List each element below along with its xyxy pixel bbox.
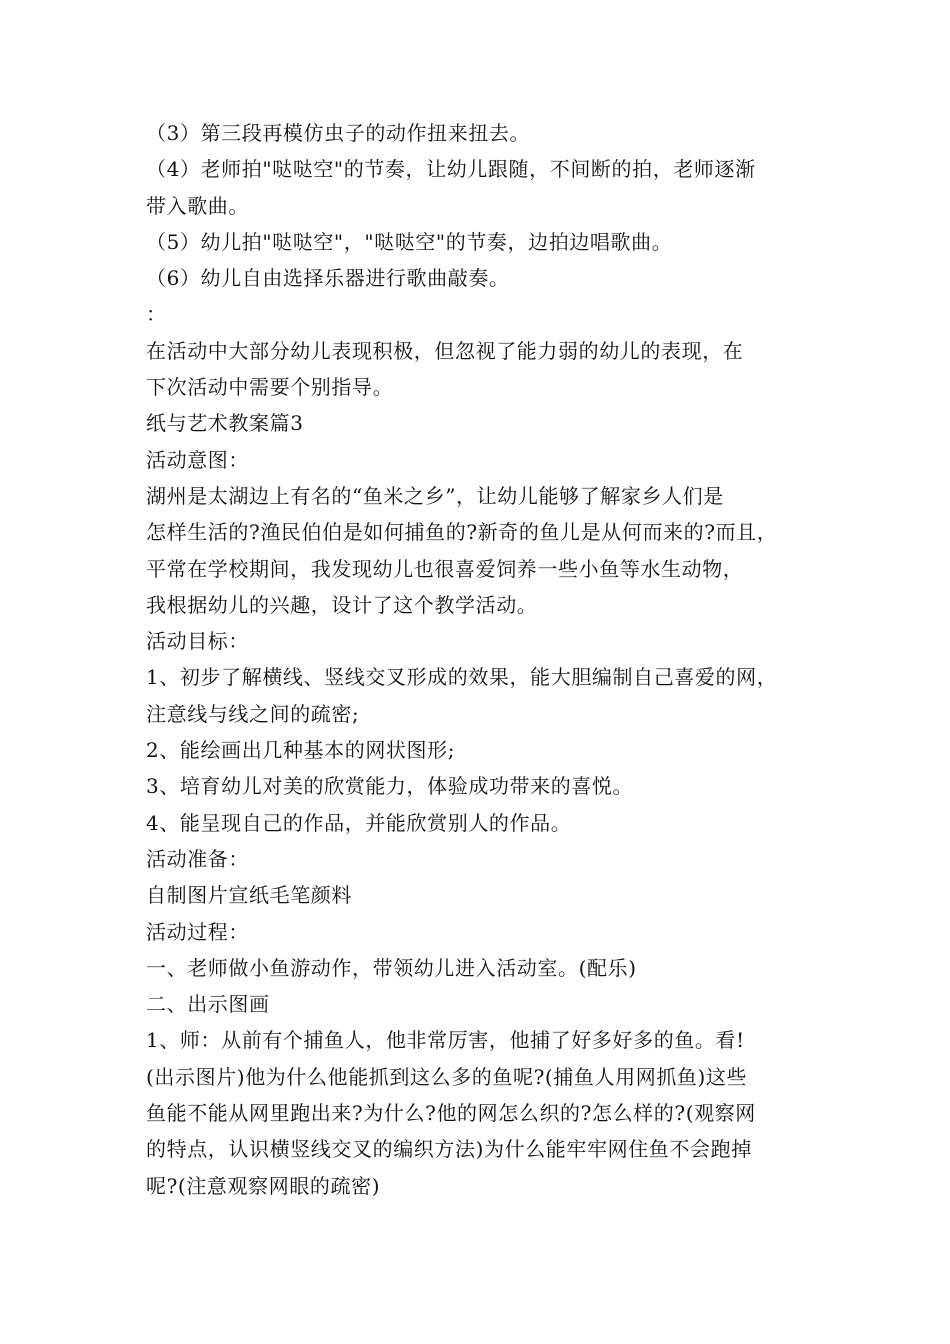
text-line: 鱼能不能从网里跑出来?为什么?他的网怎么织的?怎么样的?(观察网	[146, 1101, 756, 1126]
text-line: 下次活动中需要个别指导。	[146, 375, 394, 400]
text-line: （3）第三段再模仿虫子的动作扭来扭去。	[146, 121, 531, 145]
list-item: 二、出示图画	[146, 992, 270, 1017]
text-line: 注意线与线之间的疏密;	[146, 701, 360, 726]
list-item: 1、师：从前有个捕鱼人，他非常厉害，他捕了好多好多的鱼。看!	[146, 1028, 745, 1053]
text-line: 的特点，认识横竖线交叉的编织方法)为什么能牢牢网住鱼不会跑掉	[146, 1137, 752, 1162]
document-body	[146, 115, 826, 1204]
section-heading: 纸与艺术教案篇3	[146, 411, 304, 436]
text-line: （5）幼儿拍"哒哒空"，"哒哒空"的节奏，边拍边唱歌曲。	[146, 229, 673, 254]
subheading-activity-preparation: 活动准备：	[146, 846, 249, 871]
list-item: 3、培育幼儿对美的欣赏能力，体验成功带来的喜悦。	[146, 774, 634, 799]
text-line: 呢?(注意观察网眼的疏密)	[146, 1173, 381, 1198]
text-line: 怎样生活的?渔民伯伯是如何捕鱼的?新奇的鱼儿是从何而来的?而且，	[146, 520, 778, 545]
text-line: （6）幼儿自由选择乐器进行歌曲敲奏。	[146, 266, 510, 291]
subheading-activity-process: 活动过程：	[146, 919, 249, 944]
text-line: 在活动中大部分幼儿表现积极，但忽视了能力弱的幼儿的表现，在	[146, 338, 744, 363]
subheading-activity-intent: 活动意图：	[146, 447, 249, 472]
text-line: 带入歌曲。	[146, 193, 249, 218]
text-line: 平常在学校期间，我发现幼儿也很喜爱饲养一些小鱼等水生动物，	[146, 556, 744, 581]
list-item: 2、能绘画出几种基本的网状图形;	[146, 738, 456, 763]
subheading-activity-goals: 活动目标：	[146, 629, 249, 654]
list-item: 4、能呈现自己的作品，并能欣赏别人的作品。	[146, 810, 572, 835]
text-line: 我根据幼儿的兴趣，设计了这个教学活动。	[146, 592, 538, 617]
list-item: 1、初步了解横线、竖线交叉形成的效果，能大胆编制自己喜爱的网，	[146, 665, 778, 690]
text-line: 自制图片宣纸毛笔颜料	[146, 883, 352, 908]
text-line: (出示图片)他为什么他能抓到这么多的鱼呢?(捕鱼人用网抓鱼)这些	[146, 1064, 748, 1089]
text-line: ：	[146, 302, 167, 327]
text-line: （4）老师拍"哒哒空"的节奏，让幼儿跟随，不间断的拍，老师逐渐	[146, 157, 756, 182]
text-line: 湖州是太湖边上有名的“鱼米之乡”，让幼儿能够了解家乡人们是	[146, 483, 724, 508]
list-item: 一、老师做小鱼游动作，带领幼儿进入活动室。(配乐)	[146, 955, 637, 980]
